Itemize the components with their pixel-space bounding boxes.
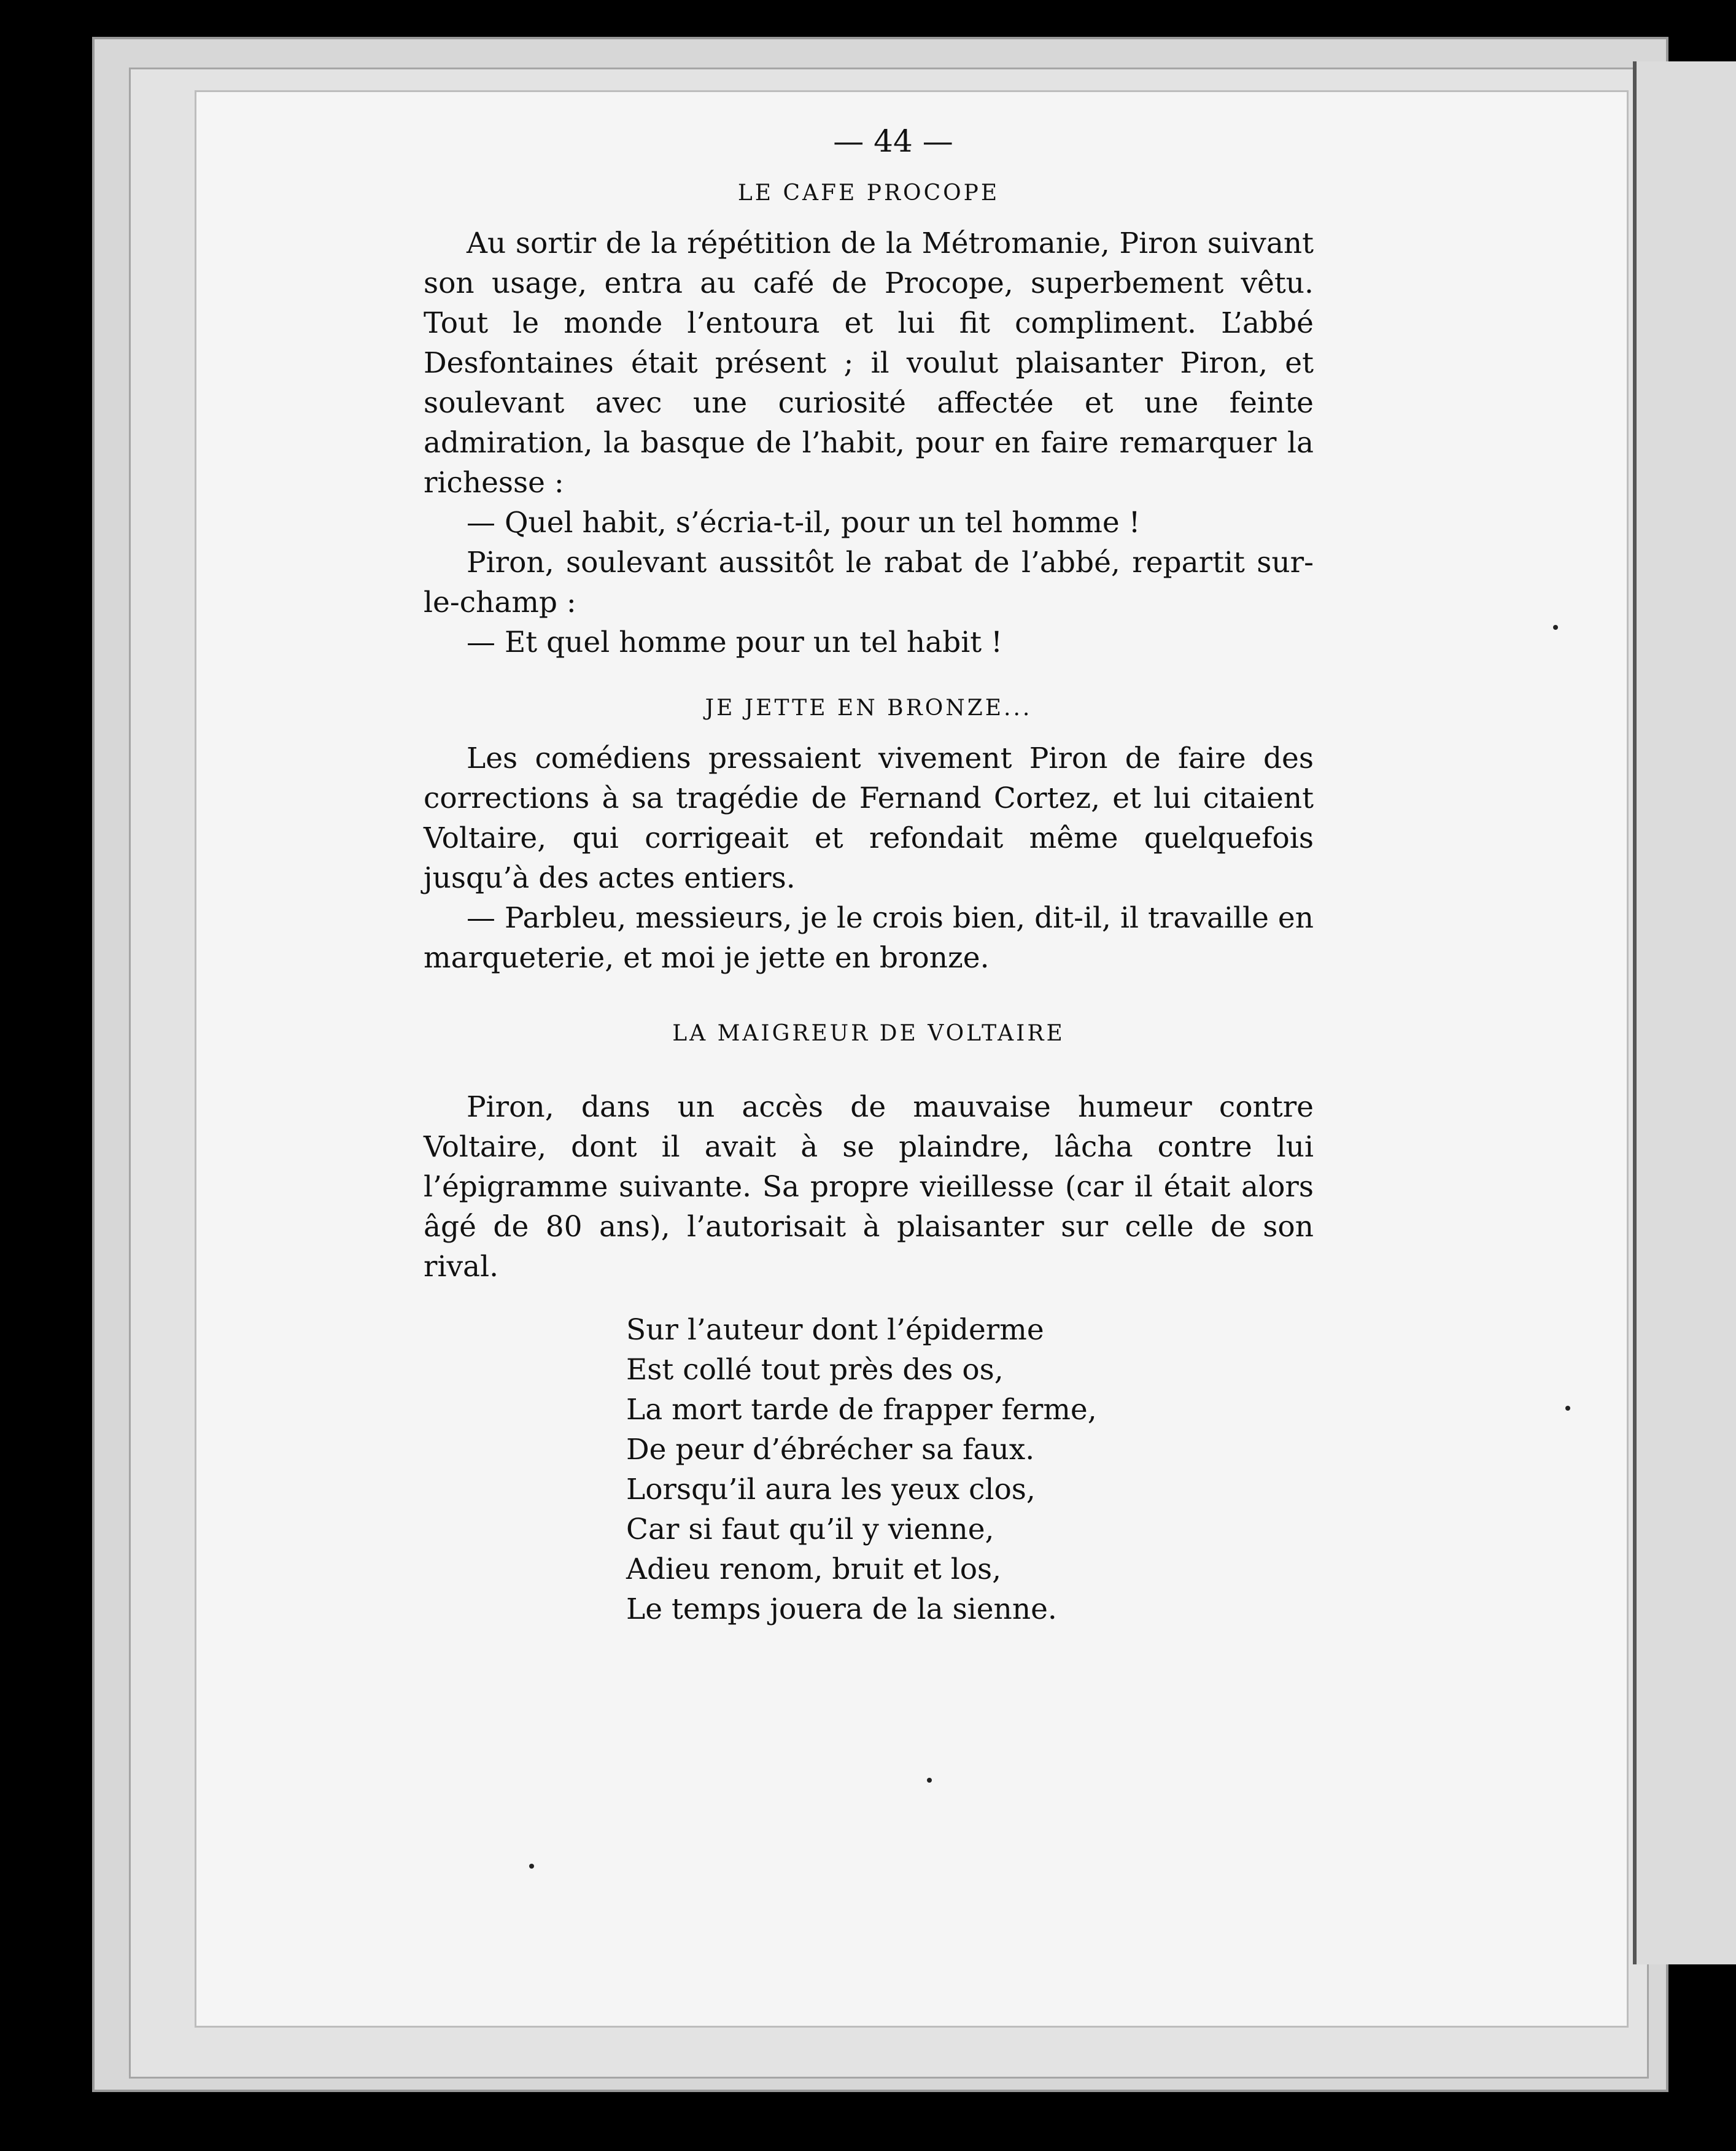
ink-speck xyxy=(529,1864,534,1869)
dialogue-line: — Parbleu, messieurs, je le crois bien, dit-il, il travaille en marqueterie, et moi je jette en bronze. xyxy=(424,901,1314,975)
page-number: — 44 — xyxy=(833,123,953,159)
section-heading-bronze: JE JETTE EN BRONZE... xyxy=(705,696,1033,721)
dialogue-line: — Quel habit, s’écria-t-il, pour un tel homme ! xyxy=(467,506,1141,540)
dialogue-line: — Et quel homme pour un tel habit ! xyxy=(467,626,1003,659)
verse-line: La mort tarde de frapper ferme, xyxy=(626,1393,1097,1427)
ink-speck xyxy=(927,1778,932,1783)
verse-line: Adieu renom, bruit et los, xyxy=(626,1552,1002,1586)
paragraph: Piron, dans un accès de mauvaise humeur contre Voltaire, dont il avait à se plaindre, lâcha contre lui l’épigramme suivante. Sa propre vieillesse (car il était alors âgé de 80 ans), l’autorisait à plaisanter sur celle de son rival. xyxy=(424,1090,1314,1284)
ink-speck xyxy=(1553,625,1558,630)
section-heading-cafe-procope: LE CAFE PROCOPE xyxy=(737,180,1000,206)
verse-line: Car si faut qu’il y vienne, xyxy=(626,1513,994,1546)
page-text xyxy=(424,117,1314,1629)
verse-line: De peur d’ébrécher sa faux. xyxy=(626,1433,1035,1467)
facing-page-edge xyxy=(1633,61,1736,1964)
verse-line: Le temps jouera de la sienne. xyxy=(626,1592,1057,1626)
verse-line: Est collé tout près des os, xyxy=(626,1353,1004,1387)
verse-line: Sur l’auteur dont l’épiderme xyxy=(626,1313,1044,1347)
verse-line: Lorsqu’il aura les yeux clos, xyxy=(626,1473,1036,1506)
section-heading-maigreur: LA MAIGREUR DE VOLTAIRE xyxy=(672,1021,1065,1046)
ink-speck xyxy=(1565,1406,1570,1411)
paragraph: Piron, soulevant aussitôt le rabat de l’abbé, repartit sur-le-champ : xyxy=(424,546,1314,619)
epigram-verse xyxy=(626,1310,1314,1629)
paragraph: Au sortir de la répétition de la Métromanie, Piron suivant son usage, entra au café de Procope, superbement vêtu. Tout le monde l’entoura et lui fit compliment. L’abbé Desfontaines était présent ; il voulut plaisanter Piron, et soulevant avec une curiosité affectée et une feinte admiration, la basque de l’habit, pour en faire remarquer la richesse : xyxy=(424,227,1314,500)
paragraph: Les comédiens pressaient vivement Piron de faire des corrections à sa tragédie de Fernand Cortez, et lui citaient Voltaire, qui corrigeait et refondait même quelquefois jusqu’à des actes entiers. xyxy=(424,742,1314,895)
